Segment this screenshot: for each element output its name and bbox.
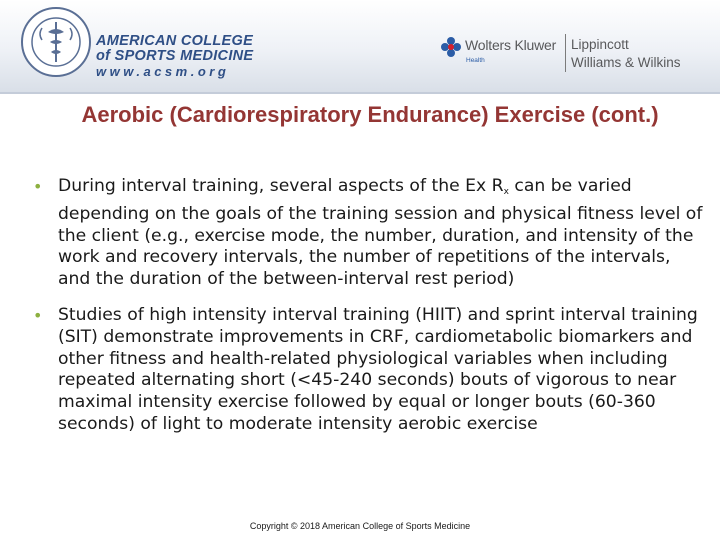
imprint-name [571,36,681,72]
bullet-text-cont: can be varied depending on the goals of the training session and physical fitness level of the client (e.g., exercise mode, the number, duration, and intensity of the work and recovery intervals, the number of repetitions of the intervals, and the duration of the between-interval rest period) [58,176,703,290]
copyright-footer: Copyright © 2018 American College of Sports Medicine [249,521,471,531]
acsm-url: www.acsm.org [96,64,230,79]
bullet-text: Studies of high intensity interval training (HIIT) and sprint interval training (SIT) demonstrate improvements in CRF, cardiometabolic biomarkers and other fitness and health-related physiological variables when including repeated alternating short (<45-240 seconds) bouts of vigorous to near maximal intensity exercise followed by equal or longer bouts (60-360 seconds) of light to moderate intensity aerobic exercise [58,304,698,434]
imprint-line-2: Williams & Wilkins [571,55,681,70]
bullet-icon: • [33,177,43,196]
acsm-line-2: of SPORTS MEDICINE [96,48,254,64]
bullet-subscript: x [503,187,509,197]
bullet-icon: • [33,305,43,325]
bullet-text: During interval training, several aspects of the Ex R [58,176,504,196]
bullet-item [33,176,703,291]
slide-title: Aerobic (Cardiorespiratory Endurance) Exercise (cont.) [81,102,659,127]
imprint-line-1: Lippincott [571,37,629,52]
bullet-item [33,305,703,436]
publisher-name: Wolters Kluwer [465,37,557,53]
acsm-logo-text [96,34,253,79]
header-divider [0,92,720,94]
publisher-division: Health [466,57,485,64]
bullet-list [33,176,703,450]
acsm-seal-icon [20,6,92,78]
wolters-kluwer-icon [440,36,462,58]
acsm-line-1: AMERICAN COLLEGE [96,33,254,49]
logo-divider [565,34,566,72]
